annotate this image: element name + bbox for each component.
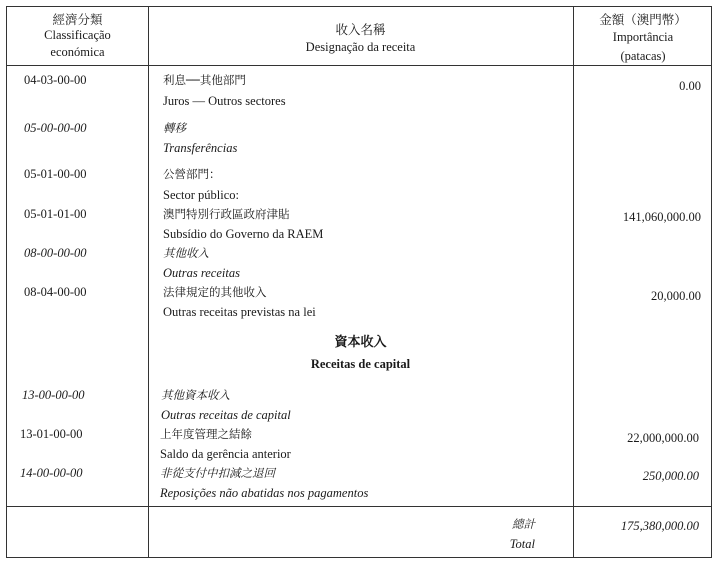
total-label-pt: Total bbox=[509, 537, 535, 551]
row-label-zh: 其他收入 bbox=[163, 246, 209, 260]
row-label-pt: Transferências bbox=[163, 141, 238, 155]
row-code: 14-00-00-00 bbox=[20, 466, 83, 480]
row-label-zh: 法律規定的其他收入 bbox=[163, 285, 267, 299]
row-label-zh: 利息──其他部門 bbox=[163, 73, 246, 87]
total-amount: 175,380,000.00 bbox=[620, 519, 699, 533]
row-label-zh: 公營部門： bbox=[163, 167, 221, 181]
row-label-pt: Juros — Outros sectores bbox=[163, 94, 286, 108]
header-divider bbox=[7, 65, 711, 66]
total-divider bbox=[7, 506, 711, 507]
column-divider bbox=[148, 7, 149, 557]
row-code: 05-01-00-00 bbox=[24, 167, 87, 181]
row-label-zh: 非從支付中扣減之退回 bbox=[160, 466, 275, 480]
column-divider bbox=[573, 7, 574, 557]
row-amount: 20,000.00 bbox=[651, 289, 701, 303]
row-amount: 0.00 bbox=[679, 79, 701, 93]
header-designation-zh: 收入名稱 bbox=[335, 22, 386, 37]
row-label-zh: 其他資本收入 bbox=[161, 388, 230, 402]
row-code: 08-00-00-00 bbox=[24, 246, 87, 260]
receipts-table bbox=[6, 6, 712, 558]
row-label-pt: Reposições não abatidas nos pagamentos bbox=[160, 486, 369, 500]
row-code: 13-00-00-00 bbox=[22, 388, 85, 402]
row-label-pt: Outras receitas de capital bbox=[161, 408, 291, 422]
row-code: 13-01-00-00 bbox=[20, 427, 83, 441]
header-amount-pt: Importância bbox=[612, 30, 674, 44]
header-amount-pt-2: (patacas) bbox=[620, 49, 666, 63]
row-amount: 250,000.00 bbox=[642, 469, 699, 483]
row-label-pt: Outras receitas bbox=[163, 266, 240, 280]
section-title-pt: Receitas de capital bbox=[310, 357, 411, 371]
row-label-pt: Saldo da gerência anterior bbox=[160, 447, 291, 461]
section-title-zh: 資本收入 bbox=[334, 335, 387, 350]
header-code-pt-2: económica bbox=[50, 45, 105, 59]
row-code: 05-00-00-00 bbox=[24, 121, 87, 135]
row-label-pt: Subsídio do Governo da RAEM bbox=[163, 227, 324, 241]
header-amount-zh: 金額（澳門幣） bbox=[599, 12, 687, 27]
row-label-pt: Sector público: bbox=[163, 188, 240, 202]
header-code-zh: 經濟分類 bbox=[52, 12, 103, 27]
row-label-pt: Outras receitas previstas na lei bbox=[163, 305, 316, 319]
header-designation-pt: Designação da receita bbox=[305, 40, 416, 54]
row-label-zh: 澳門特別行政區政府津貼 bbox=[163, 207, 290, 221]
row-label-zh: 轉移 bbox=[163, 121, 186, 135]
row-code: 05-01-01-00 bbox=[24, 207, 87, 221]
row-code: 08-04-00-00 bbox=[24, 285, 87, 299]
row-amount: 141,060,000.00 bbox=[622, 210, 701, 224]
row-amount: 22,000,000.00 bbox=[627, 431, 699, 445]
row-code: 04-03-00-00 bbox=[24, 73, 87, 87]
total-label-zh: 總計 bbox=[512, 517, 535, 531]
header-code-pt: Classificação bbox=[44, 28, 111, 42]
row-label-zh: 上年度管理之結餘 bbox=[160, 427, 252, 441]
